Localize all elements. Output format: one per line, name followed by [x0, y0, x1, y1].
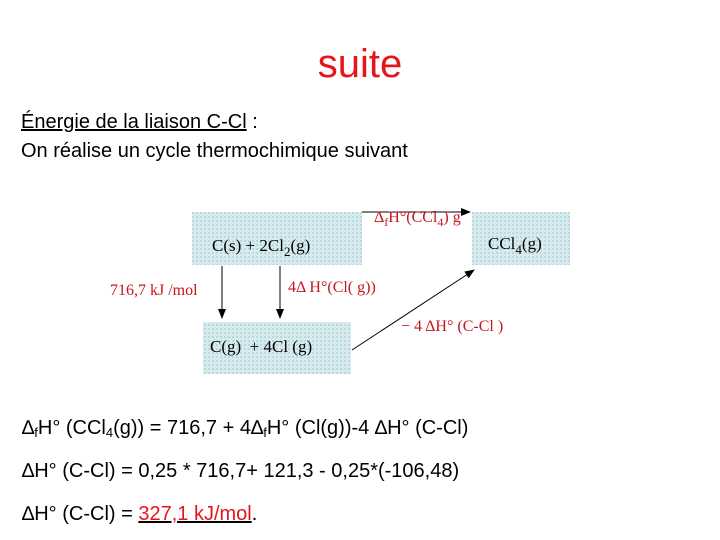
bond-energy-result: 327,1 kJ/mol: [138, 503, 252, 525]
reactant-label: $C(s) + 2Cl_2(g)$: [212, 236, 311, 259]
diagonal-arrow-label: − 4 ΔH° (C-Cl ): [401, 318, 504, 335]
product-label: CCl$_4$(g): [488, 234, 542, 257]
gas-atoms-label: C(g) + 4Cl (g): [210, 337, 313, 356]
left-arrow-label: 716,7 kJ /mol: [110, 282, 198, 299]
section-heading: Énergie de la liaison C-Cl: [21, 111, 247, 133]
equation-3: ∆H° (C-Cl) = 327,1 kJ/mol.: [22, 503, 258, 525]
slide-title: suite: [317, 42, 403, 86]
heading-colon: :: [246, 111, 258, 133]
middle-arrow-label: 4Δ H°(Cl( g)): [288, 279, 376, 296]
formation-arrow-label: $\Delta_fH^\circ(CCl_4)$ g: [374, 209, 461, 229]
equation-1: $\Delta_fH^\circ$ $(CCl_4(g)) = 716,7 + 4\Delta_fH^\circ$ (Cl(g))-4 ∆H° (C-Cl): [22, 417, 469, 440]
equation-2: ∆H° (C-Cl) = 0,25 * 716,7+ 121,3 - 0,25*(-106,48): [22, 460, 460, 482]
intro-line: On réalise un cycle thermochimique suivant: [21, 140, 408, 162]
